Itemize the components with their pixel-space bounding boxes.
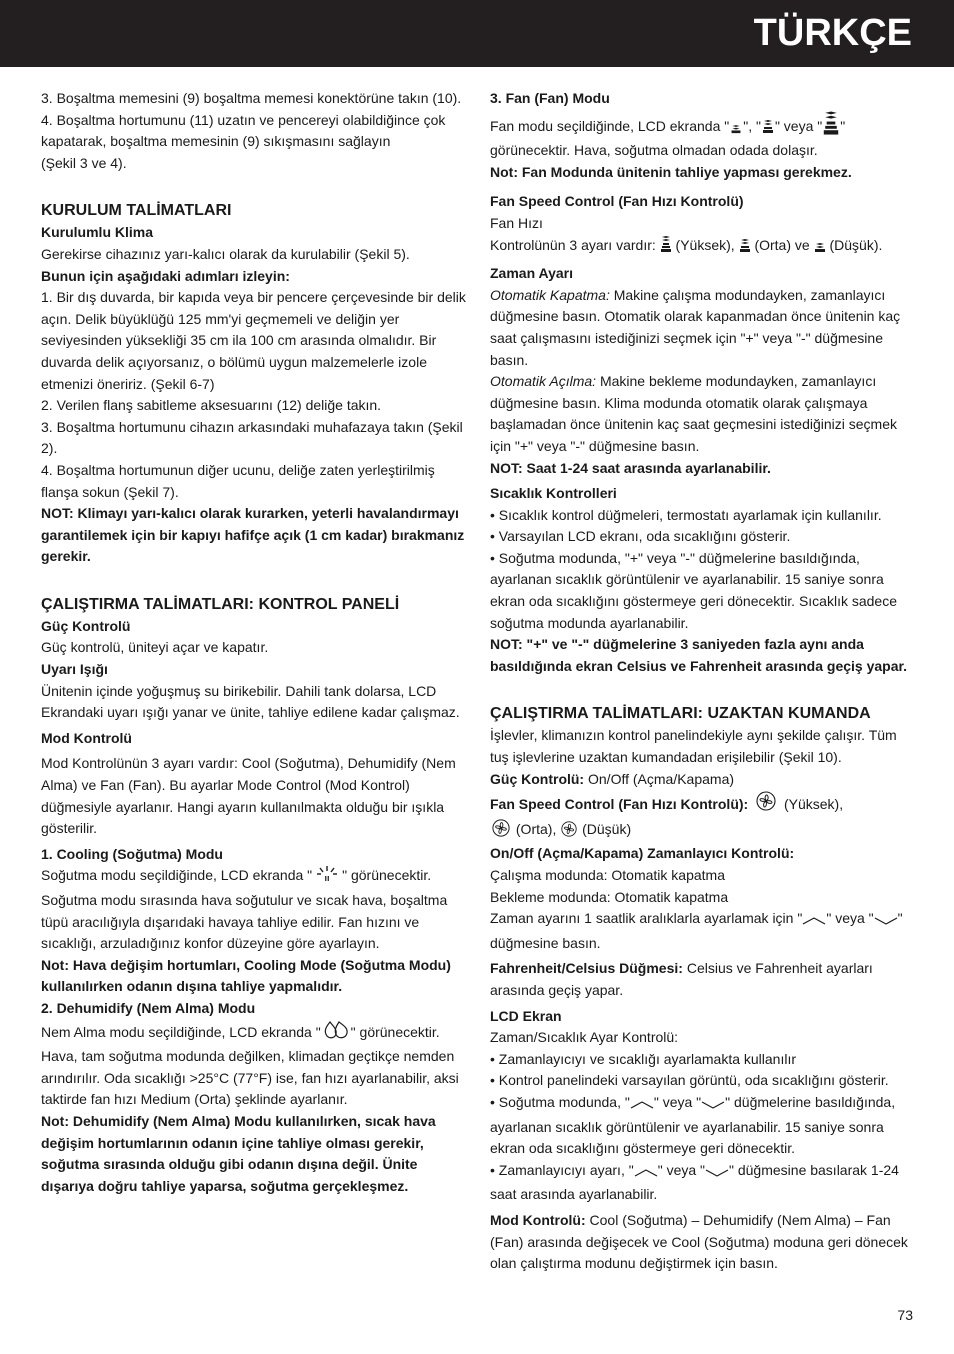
section-heading-install: KURULUM TALİMATLARI [41, 202, 232, 220]
right-column [490, 88, 915, 1275]
note: Not: Dehumidify (Nem Alma) Modu kullanılırken, sıcak hava değişim hortumlarının odanın içine tahliye olması gerekir, soğutma sırasında olduğu gibi odanın dışına değil. Ünite dışarıya doğru tahliye yaparsa, soğutma gerçekleşmez. [41, 1112, 436, 1194]
text: Otomatik Açılma: [490, 373, 597, 390]
text: Otomatik Kapatma: [490, 286, 610, 303]
down-arrow-icon [705, 1163, 729, 1185]
fan-high-icon [660, 235, 672, 260]
fan-blade-icon [752, 790, 780, 819]
paragraph: Güç kontrolü, üniteyi açar ve kapatır. [41, 639, 269, 656]
text: Makine çalışma modundayken, zamanlayıcı düğmesine basın. Otomatik olarak kapanmadan önce ünitenin kaç saat çalışmasını istediğinizi seçmek için "+" veya "-" düğmesine basın. [490, 286, 901, 368]
text: " görünecektir. Soğutma modu sırasında hava soğutulur ve sıcak hava, boşaltma tüpü aracılığıyla dışarıdaki havaya tahliye edilir. Fan hızını ve sıcaklığı, arzuladığınız konfor düzeyine göre ayarlayın. [41, 867, 448, 952]
fan-high-icon [822, 110, 840, 141]
text: (Düşük) [578, 820, 632, 837]
left-column [41, 88, 471, 1197]
text: Kontrolünün 3 ayarı vardır: [490, 236, 660, 253]
text: Mod Kontrolü: [490, 1211, 586, 1228]
paragraph: Fan Hızı [490, 214, 543, 231]
paragraph: 3. Boşaltma memesini (9) boşaltma memesi konektörüne takın (10). [41, 90, 462, 106]
snowflake-icon [312, 865, 342, 890]
subheading: Mod Kontrolü [41, 729, 132, 746]
text: Fan Speed Control (Fan Hızı Kontrolü): [490, 796, 749, 813]
subheading: 3. Fan (Fan) Modu [490, 90, 610, 106]
text: (Yüksek), [780, 796, 844, 813]
paragraph [490, 908, 915, 954]
text: " veya " [826, 910, 874, 927]
fan-mid-icon [761, 116, 775, 141]
text: Zaman ayarını 1 saatlik aralıklarla ayarlamak için " [490, 910, 803, 927]
paragraph: İşlevler, klimanızın kontrol panelindekiyle aynı şekilde çalışır. Tüm tuş işlevlerine uzaktan kumandadan erişilebilir (Şekil 10). [490, 727, 897, 766]
subheading: Uyarı Işığı [41, 661, 108, 678]
text: " düğmesine basın. [490, 910, 903, 951]
note: NOT: Saat 1-24 saat arasında ayarlanabilir. [490, 459, 771, 476]
text: (Yüksek), [671, 236, 739, 253]
text: Celsius ve Fahrenheit ayarları arasında geçiş yapar. [490, 960, 873, 998]
down-arrow-icon [874, 911, 898, 933]
list-item [490, 1160, 915, 1206]
note: Not: Fan Modunda ünitenin tahliye yapması gerekmez. [490, 163, 852, 180]
down-arrow-icon [701, 1095, 725, 1117]
list-item: • Varsayılan LCD ekranı, oda sıcaklığını gösterir. [490, 528, 791, 545]
list-item: 1. Bir dış duvarda, bir kapıda veya bir pencere çerçevesinde bir delik açın. Delik büyüklüğü 125 mm'yi geçmemeli ve deliğin yer seviyesinden yüksekliği 35 cm ila 100 cm arasında olmalıdır. Bir duvarda delik açıyorsanız, o bölümü uygun malzemelerle izole etmenizi öneririz. (Şekil 6-7) [41, 289, 466, 392]
up-arrow-icon [630, 1095, 654, 1117]
text: Fahrenheit/Celsius Düğmesi: [490, 960, 683, 977]
paragraph [41, 865, 471, 954]
text: Cool (Soğutma) – Dehumidify (Nem Alma) – Fan (Fan) arasında değişecek ve Cool (Soğutma) moduna geri dönecek olan çalıştırma modunu değiştirmek için basın. [490, 1211, 908, 1272]
text: Nem Alma modu seçildiğinde, LCD ekranda " [41, 1023, 321, 1040]
fan-mid-icon [739, 235, 751, 260]
list-item: 2. Verilen flanş sabitleme aksesuarını (12) deliğe takın. [41, 397, 382, 414]
paragraph: Bekleme modunda: Otomatik kapatma [490, 888, 729, 905]
paragraph: Mod Kontrolünün 3 ayarı vardır: Cool (Soğutma), Dehumidify (Nem Alma) ve Fan (Fan). Bu ayarlar Mode Control (Mod Kontrol) düğmesiyle ayarlanır. Hangi ayarın kullanılmakta olduğu bir ışıkla gösterilir. [41, 755, 456, 837]
list-item: • Soğutma modunda, "+" veya "-" düğmelerine basıldığında, ayarlanan sıcaklık görüntülenir ve ayarlanabilir. 15 saniye sonra ekran oda sıcaklığını göstermeye geri dönecektir. Sıcaklık sadece soğutma modunda ayarlanabilir. [490, 549, 897, 631]
text: On/Off (Açma/Kapama) [584, 770, 735, 787]
paragraph: Gerekirse cihazınız yarı-kalıcı olarak da kurulabilir (Şekil 5). [41, 245, 410, 262]
paragraph [490, 371, 915, 457]
note: Not: Hava değişim hortumları, Cooling Mode (Soğutma Modu) kullanılırken odanın dışına tahliye yapmalıdır. [41, 956, 451, 995]
paragraph: Çalışma modunda: Otomatik kapatma [490, 867, 725, 883]
fan-blade-icon [490, 819, 512, 844]
section-heading-remote: ÇALIŞTIRMA TALİMATLARI: UZAKTAN KUMANDA [490, 705, 871, 723]
text: " veya " [774, 117, 823, 134]
paragraph [490, 958, 915, 1001]
text: " düğmesine basılarak 1-24 saat arasında ayarlanabilir. [490, 1161, 899, 1203]
text: • Zamanlayıcıyı ayarı, " [490, 1161, 634, 1178]
text: " veya " [657, 1161, 705, 1178]
subheading: Güç Kontrolü [41, 617, 131, 634]
language-title: TÜRKÇE [753, 12, 912, 54]
text: " görünecektir. Hava, soğutma olmadan odada dolaşır. [490, 117, 846, 159]
text: Fan modu seçildiğinde, LCD ekranda " [490, 117, 730, 134]
note: NOT: "+" ve "-" düğmelerine 3 saniyeden fazla aynı anda basıldığında ekran Celsius ve Fahrenheit arasında geçiş yapar. [490, 636, 908, 674]
list-item: • Sıcaklık kontrol düğmeleri, termostatı ayarlamak için kullanılır. [490, 506, 882, 523]
svg-text:ıı: ıı [324, 873, 330, 884]
subheading: Fan Speed Control (Fan Hızı Kontrolü) [490, 193, 744, 210]
paragraph [490, 1210, 915, 1275]
text: Soğutma modu seçildiğinde, LCD ekranda " [41, 867, 313, 884]
list-item: 3. Boşaltma hortumunu cihazın arkasındaki muhafazaya takın (Şekil 2). [41, 418, 463, 457]
paragraph: Ünitenin içinde yoğuşmuş su birikebilir. Dahili tank dolarsa, LCD Ekrandaki uyarı ışığı yanar ve ünite, tahliye edilene kadar çalışmaz. [41, 682, 460, 721]
up-arrow-icon [634, 1163, 658, 1185]
list-item: • Zamanlayıcıyı ve sıcaklığı ayarlamakta kullanılır [490, 1050, 797, 1067]
text: Güç Kontrolü: [490, 770, 585, 787]
subheading: Bunun için aşağıdaki adımları izleyin: [41, 267, 290, 284]
paragraph [490, 790, 915, 843]
text: (Düşük). [825, 236, 883, 253]
subheading: Kurulumlu Klima [41, 224, 154, 241]
subheading: Zaman Ayarı [490, 265, 573, 282]
paragraph: Zaman/Sıcaklık Ayar Kontrolü: [490, 1029, 679, 1046]
text: Makine bekleme modundayken, zamanlayıcı düğmesine basın. Klima modunda otomatik olarak çalışmaya başlamadan önce ünitenin kaç saat geçmesini istediğinizi seçmek için "+" veya "-" düğmesine basın. [490, 373, 897, 454]
fan-blade-icon [560, 821, 578, 844]
paragraph [490, 285, 915, 371]
text: ", " [743, 117, 761, 134]
text: " veya " [653, 1093, 702, 1110]
list-item: • Kontrol panelindeki varsayılan görüntü, oda sıcaklığını gösterir. [490, 1072, 889, 1089]
subheading: 1. Cooling (Soğutma) Modu [41, 845, 223, 862]
water-drop-icon [321, 1020, 351, 1047]
subheading: LCD Ekran [490, 1007, 562, 1024]
header-bar [0, 0, 954, 67]
up-arrow-icon [802, 911, 826, 933]
subheading: 2. Dehumidify (Nem Alma) Modu [41, 999, 256, 1016]
page-number: 73 [897, 1307, 913, 1323]
text: (Orta), [512, 820, 561, 837]
fan-mode-icon [729, 118, 743, 141]
paragraph: 4. Boşaltma hortumunu (11) uzatın ve pencereyi olabildiğince çok kapatarak, boşaltma memesinin (9) sıkışmasını sağlayın [41, 111, 446, 150]
subheading: On/Off (Açma/Kapama) Zamanlayıcı Kontrolü: [490, 845, 795, 862]
list-item [490, 1092, 915, 1160]
paragraph [41, 1020, 471, 1111]
text: " düğmelerine basıldığında, ayarlanan sıcaklık görüntülenir ve ayarlanabilir. 15 saniye sonra ekran oda sıcaklığını göstermeye geri dönecektir. [490, 1093, 896, 1157]
paragraph [490, 110, 915, 162]
text: " görünecektir. Hava, tam soğutma modunda değilken, klimadan geçtikçe nemden arındırılır. Oda sıcaklığı >25°C (77°F) ise, fan hızı ayarlanabilir, aksi taktirde fan hızı Medium (Orta) şeklinde ayarlanır. [41, 1023, 459, 1108]
subheading: Sıcaklık Kontrolleri [490, 485, 617, 502]
section-heading-panel: ÇALIŞTIRMA TALİMATLARI: KONTROL PANELİ [41, 595, 400, 613]
fan-low-icon [814, 235, 826, 260]
paragraph: (Şekil 3 ve 4). [41, 154, 127, 171]
paragraph [490, 235, 915, 260]
text: (Orta) ve [750, 236, 814, 253]
list-item: 4. Boşaltma hortumunun diğer ucunu, deliğe zaten yerleştirilmiş flanşa sokun (Şekil 7). [41, 461, 435, 500]
paragraph [490, 769, 915, 791]
note: NOT: Klimayı yarı-kalıcı olarak kurarken, yeterli havalandırmayı garantilemek için bir kapıyı hafifçe açık (1 cm kadar) bırakmanız gerekir. [41, 505, 465, 565]
text: • Soğutma modunda, " [490, 1093, 630, 1110]
